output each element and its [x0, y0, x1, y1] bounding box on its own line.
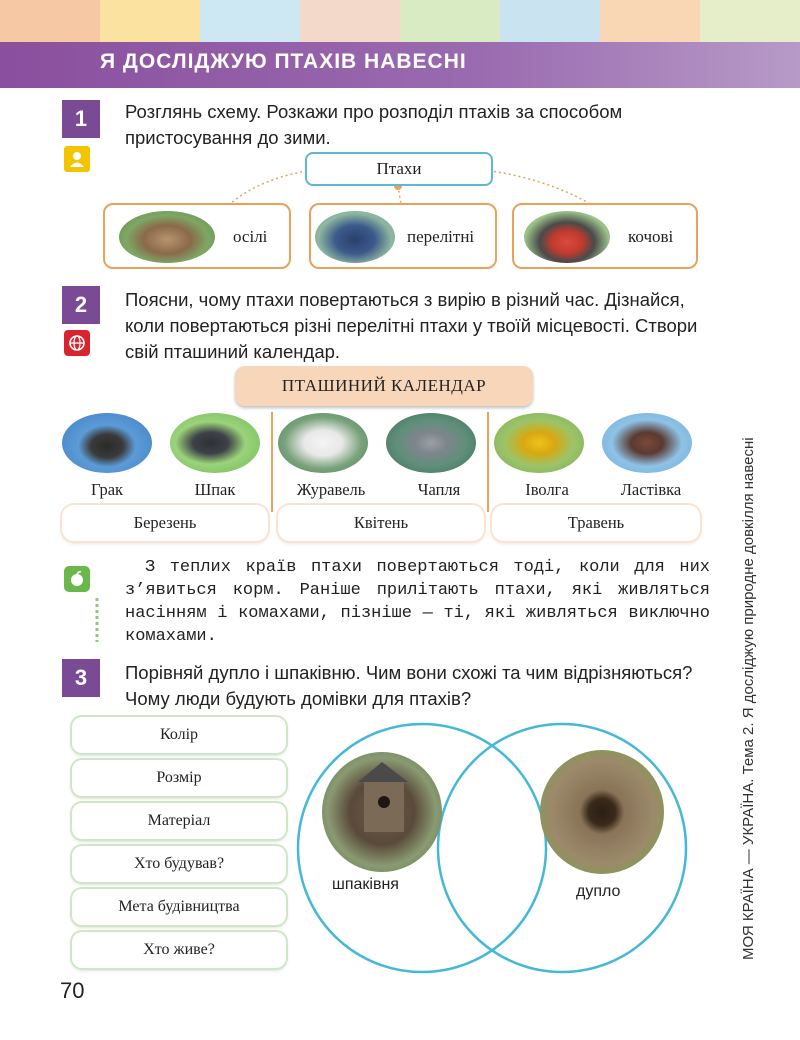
page-title: Я ДОСЛІДЖУЮ ПТАХІВ НАВЕСНІ [100, 50, 467, 73]
calendar-title: ПТАШИНИЙ КАЛЕНДАР [235, 366, 533, 406]
task-3-text: Порівняй дупло і шпаківню. Чим вони схожі та чим відрізняються? Чому люди будують домівки для птахів? [125, 662, 693, 709]
apple-icon [64, 566, 90, 592]
criterion-box: Хто будував? [72, 846, 286, 882]
bullfinch-image [524, 211, 610, 263]
venn-label-hollow: дупло [576, 883, 621, 900]
calendar-bird-name: Іволга [525, 480, 569, 499]
task-1-text: Розглянь схему. Розкажи про розподіл птахів за способом пристосування до зими. [125, 101, 623, 148]
calendar-bird-name: Грак [90, 480, 124, 499]
venn-label-birdhouse: шпаківня [332, 876, 399, 893]
venn-diagram [290, 718, 710, 998]
branch-migratory [309, 203, 497, 269]
calendar-divider [271, 412, 273, 512]
tree-root-birds: Птахи [305, 152, 493, 186]
branch-sedentary [103, 203, 291, 269]
calendar-bird-name: Журавель [296, 480, 366, 499]
criterion-box: Розмір [72, 760, 286, 796]
calendar-bird-name: Ластівка [620, 480, 682, 499]
rook-image [62, 413, 152, 473]
branch-nomadic [512, 203, 698, 269]
criterion-box: Колір [72, 717, 286, 753]
task-2-text: Поясни, чому птахи повертаються з вирію в різний час. Дізнайся, коли повертаються різні перелітні птахи у твоїй місцевості. Створи свій пташиний календар. [125, 289, 698, 362]
swallow-image [315, 211, 395, 263]
heron-image [386, 413, 476, 473]
task-3-number: 3 [62, 659, 100, 697]
task-2-number: 2 [62, 286, 100, 324]
sparrow-image [119, 211, 215, 263]
calendar-bird-name: Чапля [417, 480, 461, 499]
swallow-image [602, 413, 692, 473]
oriole-image [494, 413, 584, 473]
crane-image [278, 413, 368, 473]
branch-label-migratory: перелітні [407, 227, 475, 246]
globe-icon [64, 330, 90, 356]
criterion-box: Матеріал [72, 803, 286, 839]
criterion-box: Хто живе? [72, 932, 286, 968]
starling-image [170, 413, 260, 473]
branch-label-sedentary: осілі [233, 227, 268, 246]
note-dots [94, 598, 100, 642]
branch-label-nomadic: кочові [628, 227, 674, 246]
task-1-number: 1 [62, 100, 100, 138]
calendar-bird-name: Шпак [194, 480, 236, 499]
calendar-month: Травень [492, 505, 700, 541]
page-number: 70 [60, 978, 85, 1003]
criterion-box: Мета будівництва [72, 889, 286, 925]
hollow-image [540, 750, 664, 874]
calendar-month: Квітень [278, 505, 484, 541]
note-text: З теплих країв птахи повертаються тоді, коли для них з’явиться корм. Раніше прилітають птахи, які живляться насінням і комахами, пізніше — ті, які живляться виключно комахами. [125, 558, 710, 646]
side-caption: МОЯ КРАЇНА — УКРАЇНА. Тема 2. Я досліджую природне довкілля навесні [740, 437, 757, 960]
calendar-month: Березень [62, 505, 268, 541]
